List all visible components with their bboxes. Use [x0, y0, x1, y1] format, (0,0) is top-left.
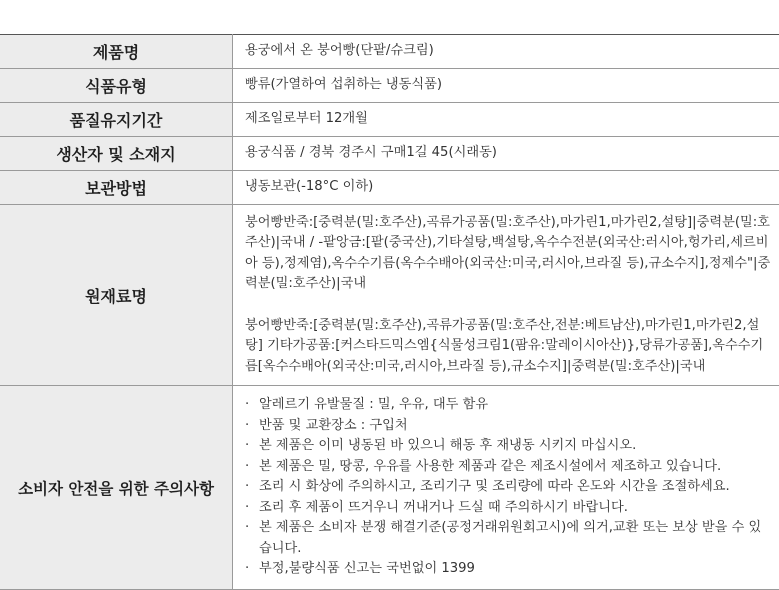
- row-product-name: [0, 35, 779, 69]
- safety-note-item: [245, 477, 773, 498]
- safety-note-text: 조리 후 제품이 뜨거우니 꺼내거나 드실 때 주의하시기 바랍니다.: [259, 499, 628, 515]
- bullet-dot: ·: [245, 561, 250, 577]
- label-storage: 보관방법: [0, 171, 233, 205]
- bullet-dot: ·: [245, 397, 250, 413]
- row-safety: [0, 386, 779, 590]
- bullet-dot: ·: [245, 499, 250, 515]
- bullet-dot: ·: [245, 520, 250, 536]
- product-info-table: [0, 34, 779, 590]
- label-product-name: 제품명: [0, 35, 233, 69]
- safety-note-text: 반품 및 교환장소 : 구입처: [259, 417, 408, 433]
- value-food-type: 빵류(가열하여 섭취하는 냉동식품): [233, 69, 779, 103]
- row-ingredients: [0, 205, 779, 386]
- safety-note-item: [245, 457, 773, 478]
- safety-note-text: 본 제품은 이미 냉동된 바 있으니 해동 후 재냉동 시키지 마십시오.: [259, 438, 637, 454]
- safety-note-text: 조리 시 화상에 주의하시고, 조리기구 및 조리량에 따라 온도와 시간을 조절하세요.: [259, 479, 730, 495]
- label-safety: 소비자 안전을 위한 주의사항: [0, 386, 233, 590]
- safety-note-item: [245, 436, 773, 457]
- bullet-dot: ·: [245, 479, 250, 495]
- value-product-name: 용궁에서 온 붕어빵(단팥/슈크림): [233, 35, 779, 69]
- row-storage: [0, 171, 779, 205]
- safety-note-text: 본 제품은 밀, 땅콩, 우유를 사용한 제품과 같은 제조시설에서 제조하고 있습니다.: [259, 458, 722, 474]
- ingredients-red-bean: 붕어빵반죽:[중력분(밀:호주산),곡류가공품(밀:호주산),마가린1,마가린2,설탕]|중력분(밀:호주산)|국내 / -팥앙금:[팥(중국산),기타설탕,백설탕,옥수수전분(외국산:러시아,헝가리,세르비아 등),정제염),옥수수기름(옥수수배아(외국산:미국,러시아,브라질 등),규소수지],정제수"|중력분(밀:호주산)|국내: [245, 214, 771, 292]
- value-safety: [233, 386, 779, 590]
- safety-note-item: [245, 395, 773, 416]
- paragraph-gap: [245, 295, 773, 316]
- value-manufacturer: 용궁식품 / 경북 경주시 구매1길 45(시래동): [233, 137, 779, 171]
- row-manufacturer: [0, 137, 779, 171]
- label-manufacturer: 생산자 및 소재지: [0, 137, 233, 171]
- safety-note-item: [245, 518, 773, 559]
- value-shelf-life: 제조일로부터 12개월: [233, 103, 779, 137]
- value-ingredients: [233, 205, 779, 386]
- safety-note-text: 본 제품은 소비자 분쟁 해결기준(공정거래위원회고시)에 의거,교환 또는 보상 받을 수 있습니다.: [259, 520, 762, 556]
- row-food-type: [0, 69, 779, 103]
- bullet-dot: ·: [245, 458, 250, 474]
- safety-note-item: [245, 416, 773, 437]
- value-storage: 냉동보관(-18°C 이하): [233, 171, 779, 205]
- bullet-dot: ·: [245, 417, 250, 433]
- safety-note-item: [245, 559, 773, 580]
- row-shelf-life: [0, 103, 779, 137]
- safety-notes-list: [245, 395, 773, 580]
- safety-note-text: 알레르기 유발물질 : 밀, 우유, 대두 함유: [259, 397, 489, 413]
- bullet-dot: ·: [245, 438, 250, 454]
- safety-note-text: 부정,불량식품 신고는 국번없이 1399: [259, 561, 475, 577]
- label-ingredients: 원재료명: [0, 205, 233, 386]
- label-shelf-life: 품질유지기간: [0, 103, 233, 137]
- ingredients-custard: 붕어빵반죽:[중력분(밀:호주산),곡류가공품(밀:호주산,전분:베트남산),마가린1,마가린2,설탕] 기타가공품:[커스타드믹스엠{식물성크림1(팜유:말레이시아산)},당류가공품],옥수수기름[옥수수배아(외국산:미국,러시아,브라질 등),규소수지]|중력분(밀:호주산)|국내: [245, 317, 764, 374]
- safety-note-item: [245, 498, 773, 519]
- label-food-type: 식품유형: [0, 69, 233, 103]
